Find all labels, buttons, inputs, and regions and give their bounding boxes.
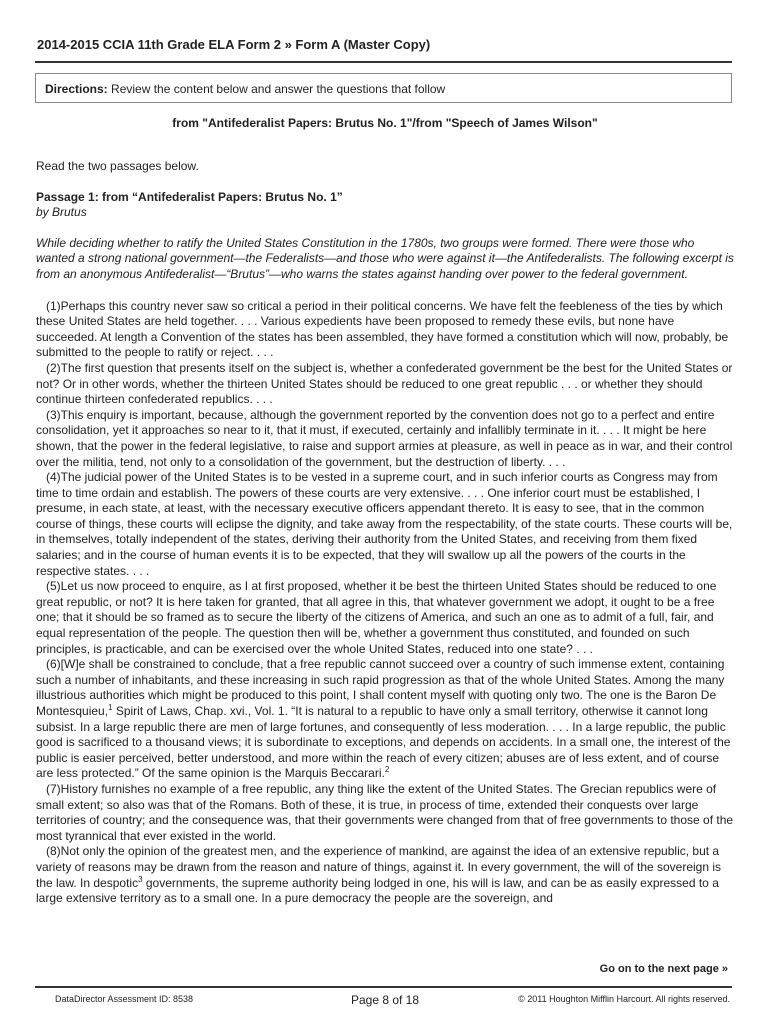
intro-text: Read the two passages below. (36, 159, 199, 173)
paragraph-3: (3)This enquiry is important, because, although the government reported by the convention does not go to a perfect and entire consolidation, yet it approaches so near to it, that it must, if executed, certainly and infallibly terminate in it. . . . It might be here shown, that the power in the federal legislative, to raise and support armies at pleasure, as well in peace as in war, and their control over the militia, tend, not only to a consolidation of the government, but the destruction of liberty. . . . (36, 407, 733, 469)
paragraph-7: (7)History furnishes no example of a free republic, any thing like the extent of the United States. The Grecian republics were of small extent; so also was that of the Romans. Both of these, it is true, in process of time, extended their conquests over large territories of country; and the consequence was, that their governments were changed from that of free governments to those of the most tyrannical that ever existed in the world. (36, 781, 734, 843)
passage-1-context: While deciding whether to ratify the United States Constitution in the 1780s, two groups were formed. There were those who wanted a strong national government—the Federalists—and those who were against it—the Antifederalists. The following excerpt is from an anonymous Antifederalist—“Brutus”—who warns the states against handing over power to the federal government. (36, 235, 734, 281)
passage-heading: from "Antifederalist Papers: Brutus No. 1"/from "Speech of James Wilson" (172, 116, 598, 130)
copyright: © 2011 Houghton Mifflin Harcourt. All rights reserved. (518, 994, 730, 1004)
directions-label: Directions: (45, 82, 108, 96)
footer-divider (35, 986, 732, 988)
directions-box (35, 73, 732, 103)
footnote-3-marker: 3 (138, 874, 143, 884)
paragraph-8-text-a: (8)Not only the opinion of the greatest men, and the experience of mankind, are against the idea of an extensive republic, but a variety of reasons may be drawn from the reason and nature of things, against it. In every government, the will of the sovereign is the law. In despotic (36, 844, 722, 890)
paragraph-6-text-b: Spirit of Laws, Chap. xvi., Vol. 1. “It is natural to a republic to have only a small territory, otherwise it cannot long subsist. In a large republic there are men of large fortunes, and consequently of less moderation. . . . In a large republic, the public good is sacrificed to a thousand views; it is subordinate to exceptions, and depends on accidents. In a small one, the interest of the public is easier perceived, better understood, and more within the reach of every citizen; abuses are of less extent, and of course are less protected.” Of the same opinion is the Marquis Beccarari. (36, 704, 731, 781)
footnote-1-marker: 1 (108, 703, 113, 712)
paragraph-5: (5)Let us now proceed to enquire, as I at first proposed, whether it be best the thirteen United States should be reduced to one great republic, or not? It is here taken for granted, that all agree in this, that whatever government we adopt, it ought to be a free one; that it should be so framed as to secure the liberty of the citizens of America, and such an one as to admit of a full, fair, and equal representation of the people. The question then will be, whether a government thus constituted, and founded on such principles, is practicable, and can be exercised over the whole United States, reduced into one state? . . . (36, 579, 717, 656)
next-page-prompt: Go on to the next page » (599, 963, 728, 975)
paragraph-4: (4)The judicial power of the United States is to be vested in a supreme court, and in such inferior courts as Congress may from time to time ordain and establish. The powers of these courts are very extensive. . . . One inferior court must be established, I presume, in each state, at least, with the necessary executive officers appendant thereto. It is easy to see, that in the common course of things, these courts will eclipse the dignity, and take away from the respectability, of the state courts. These courts will be, in themselves, totally independent of the states, deriving their authority from the United States, and receiving from them fixed salaries; and in the course of human events it is to be expected, that they will swallow up all the powers of the courts in the respective states. . . . (36, 470, 733, 578)
paragraph-1: (1)Perhaps this country never saw so critical a period in their political concerns. We have felt the feebleness of the ties by which these United States are held together. . . . Various expedients have been proposed to remedy these evils, but none have succeeded. At length a Convention of the states has been assembled, they have formed a constitution which will now, probably, be submitted to the people to ratify or reject. . . . (36, 298, 729, 360)
passage-1-author: by Brutus (36, 205, 87, 220)
document-title: 2014-2015 CCIA 11th Grade ELA Form 2 » Form A (Master Copy) (37, 37, 431, 52)
assessment-id: DataDirector Assessment ID: 8538 (55, 994, 194, 1004)
paragraph-8-text-b: governments, the supreme authority being lodged in one, his will is law, and can be as easily expressed to a large extensive territory as to a small one. In a pure democracy the people are the sovereign, and (36, 875, 719, 906)
paragraph-6 (36, 657, 736, 782)
footnote-2-marker: 2 (384, 765, 390, 775)
header-divider (35, 61, 732, 63)
paragraph-2: (2)The first question that presents itself on the subject is, whether a confederated government be the best for the United States or not? Or in other words, whether the thirteen United States should be reduced to one great republic . . . or whether they should continue thirteen confederated republics. . . . (36, 360, 733, 407)
passage-1-title: Passage 1: from “Antifederalist Papers: Brutus No. 1” (36, 189, 343, 204)
passage-content (36, 159, 736, 907)
paragraph-6-text-a: (6)[W]e shall be constrained to conclude, that a free republic cannot succeed over a country of such immense extent, containing such a number of inhabitants, and these increasing in such rapid progression as that of the whole United States. Among the many illustrious authorities which might be produced to this point, I shall content myself with quoting only two. The one is the Baron De Montesquieu, (36, 657, 725, 718)
paragraph-8 (36, 844, 736, 906)
page-number: Page 8 of 18 (350, 993, 420, 1007)
directions-text: Review the content below and answer the questions that follow (107, 82, 446, 96)
